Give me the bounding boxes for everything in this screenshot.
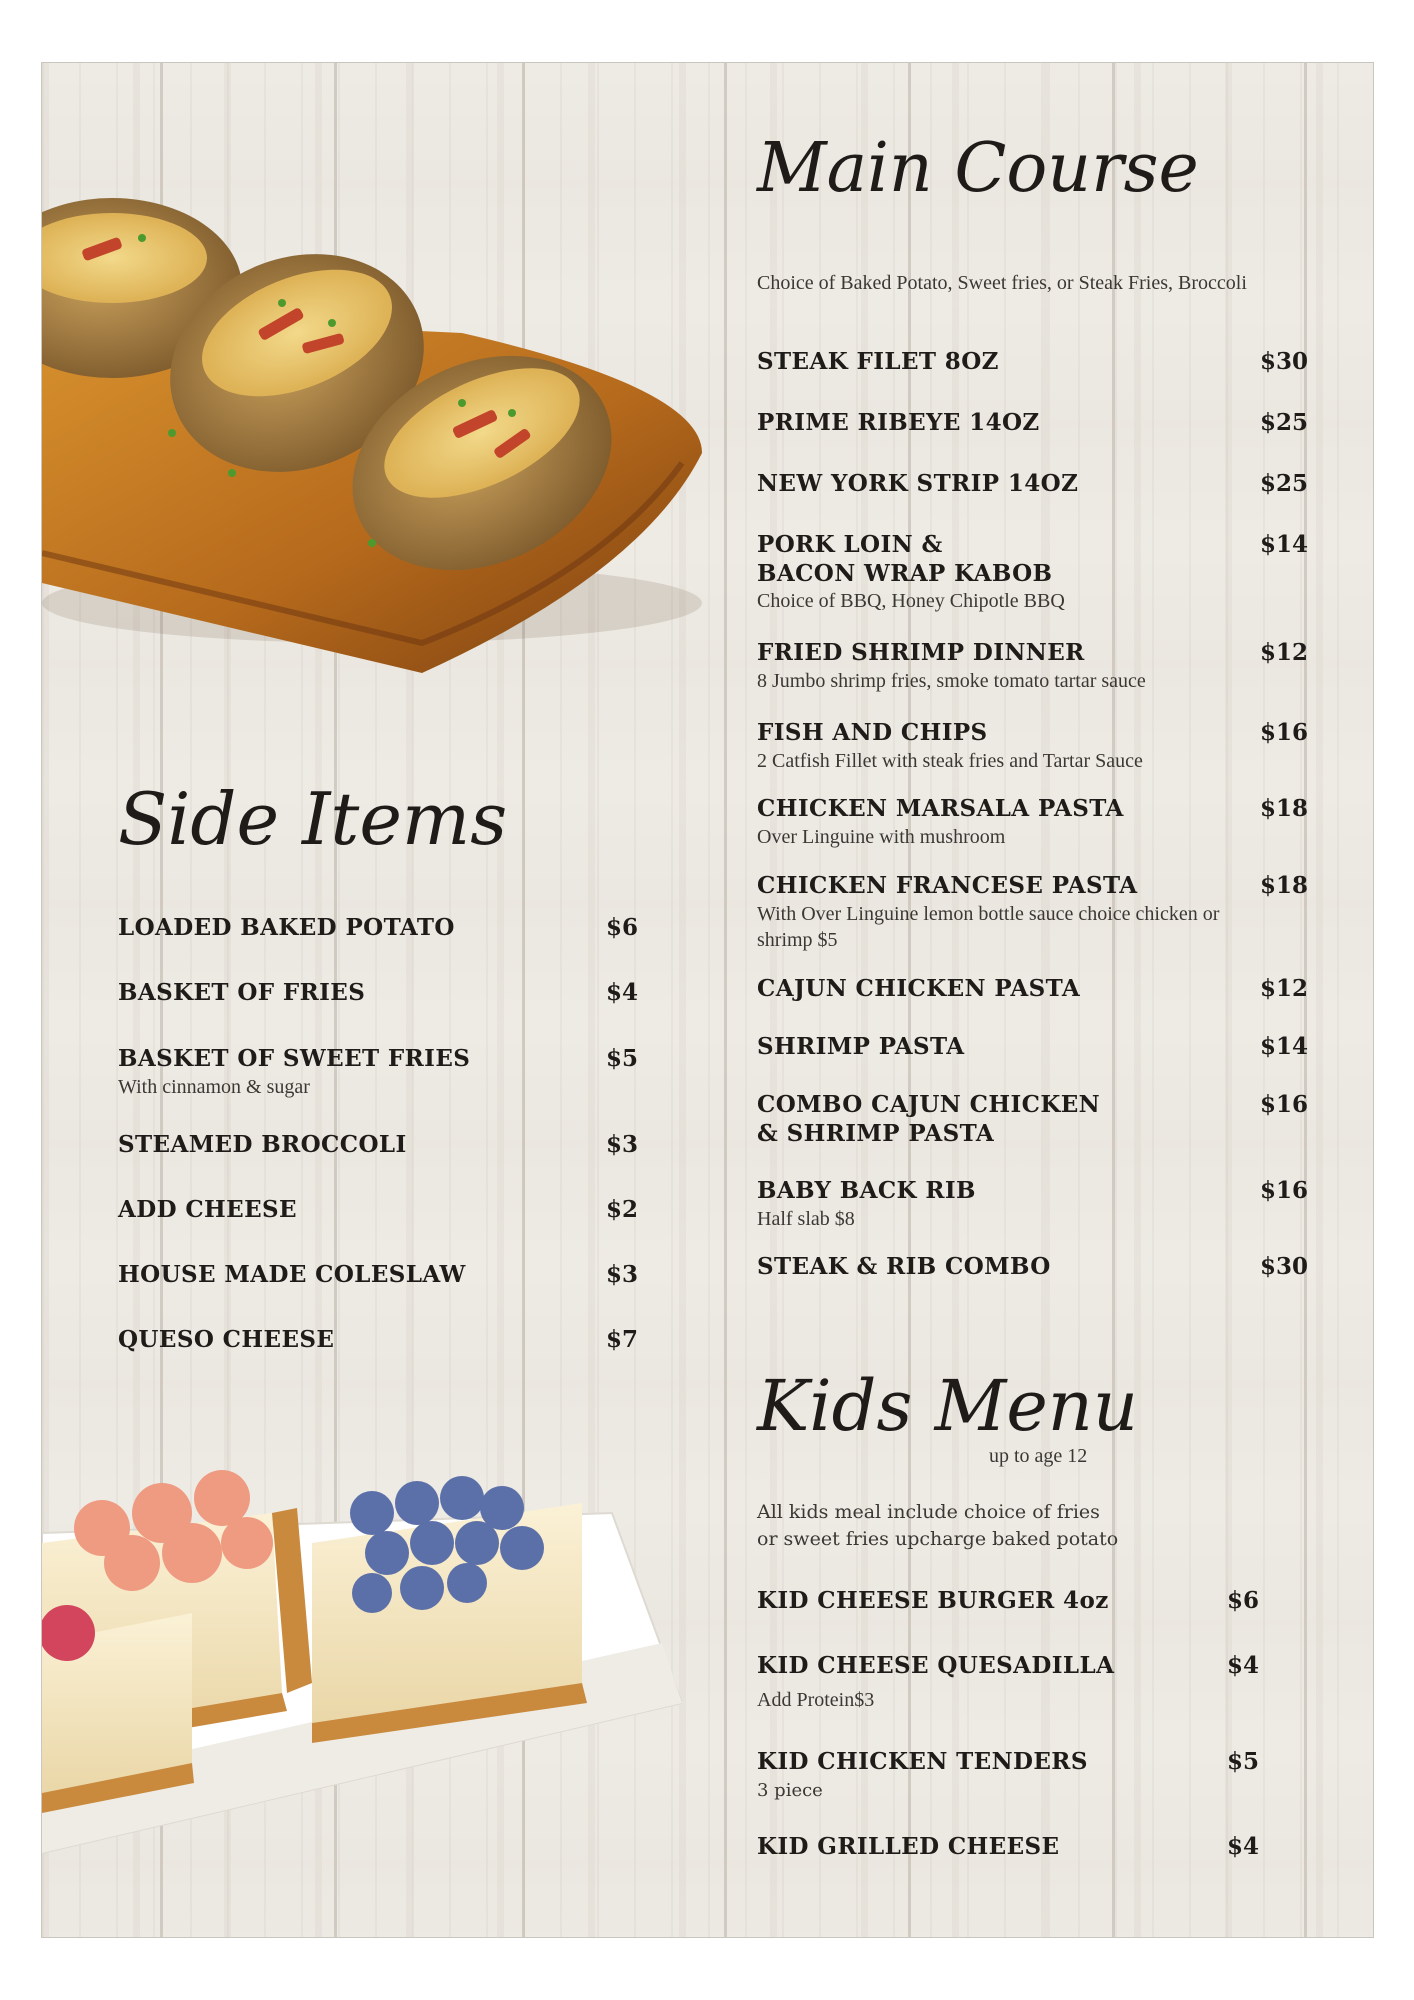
menu-item-price: $4 xyxy=(606,979,639,1006)
menu-item-price: $25 xyxy=(1260,470,1309,497)
main-course-intro: Choice of Baked Potato, Sweet fries, or Steak Fries, Broccoli xyxy=(757,272,1247,294)
menu-item-description: 8 Jumbo shrimp fries, smoke tomato tartar sauce xyxy=(757,670,1146,692)
menu-item-price: $5 xyxy=(1227,1748,1260,1775)
plank-seam xyxy=(724,63,727,1937)
menu-item-price: $7 xyxy=(606,1326,639,1353)
menu-item-price: $3 xyxy=(606,1131,639,1158)
menu-item-price: $12 xyxy=(1260,975,1309,1002)
menu-item-price: $12 xyxy=(1260,639,1309,666)
cheesecake-image xyxy=(42,1393,682,1893)
menu-item-description: Add Protein$3 xyxy=(757,1689,875,1711)
menu-item-name: COMBO CAJUN CHICKEN xyxy=(757,1091,1101,1118)
menu-sheet xyxy=(41,62,1374,1938)
menu-item-price: $25 xyxy=(1260,409,1309,436)
menu-item-price: $5 xyxy=(606,1045,639,1072)
baked-potato-image xyxy=(42,133,714,693)
main-course-title: Main Course xyxy=(757,129,1199,208)
menu-item-price: $4 xyxy=(1227,1652,1260,1679)
menu-item-price: $14 xyxy=(1260,531,1309,558)
menu-item-price: $18 xyxy=(1260,872,1309,899)
menu-item-description: With Over Linguine lemon bottle sauce choice chicken or xyxy=(757,903,1220,925)
menu-item-name: PORK LOIN & xyxy=(757,531,943,558)
menu-item-name: BABY BACK RIB xyxy=(757,1177,976,1204)
kids-menu-intro: All kids meal include choice of fries xyxy=(757,1501,1100,1523)
menu-item-description: 2 Catfish Fillet with steak fries and Tartar Sauce xyxy=(757,750,1143,772)
menu-item-name: CAJUN CHICKEN PASTA xyxy=(757,975,1081,1002)
menu-item-name: CHICKEN FRANCESE PASTA xyxy=(757,872,1138,899)
menu-item-name: KID CHEESE BURGER 4oz xyxy=(757,1587,1109,1614)
menu-item-name-line2: BACON WRAP KABOB xyxy=(757,560,1053,587)
kids-menu-subtitle: up to age 12 xyxy=(989,1445,1088,1467)
menu-item-price: $4 xyxy=(1227,1833,1260,1860)
menu-item-name: STEAK FILET 8OZ xyxy=(757,348,999,375)
menu-item-name: KID CHEESE QUESADILLA xyxy=(757,1652,1115,1679)
menu-item-description: Over Linguine with mushroom xyxy=(757,826,1006,848)
menu-item-name: CHICKEN MARSALA PASTA xyxy=(757,795,1124,822)
menu-item-name: QUESO CHEESE xyxy=(118,1326,335,1353)
menu-item-price: $2 xyxy=(606,1196,639,1223)
menu-item-price: $6 xyxy=(606,914,639,941)
menu-item-price: $6 xyxy=(1227,1587,1260,1614)
menu-item-price: $16 xyxy=(1260,719,1309,746)
menu-item-price: $16 xyxy=(1260,1177,1309,1204)
menu-item-description-line2: shrimp $5 xyxy=(757,929,838,951)
menu-item-name: BASKET OF SWEET FRIES xyxy=(118,1045,471,1072)
kids-menu-intro-line2: or sweet fries upcharge baked potato xyxy=(757,1528,1119,1550)
menu-item-name: SHRIMP PASTA xyxy=(757,1033,965,1060)
menu-item-name: LOADED BAKED POTATO xyxy=(118,914,455,941)
menu-item-name: KID GRILLED CHEESE xyxy=(757,1833,1060,1860)
menu-item-price: $16 xyxy=(1260,1091,1309,1118)
menu-item-price: $30 xyxy=(1260,348,1309,375)
menu-item-name: NEW YORK STRIP 14OZ xyxy=(757,470,1079,497)
side-items-title: Side Items xyxy=(118,777,508,861)
menu-item-name: KID CHICKEN TENDERS xyxy=(757,1748,1088,1775)
kids-menu-title: Kids Menu xyxy=(757,1365,1138,1447)
menu-item-name: FRIED SHRIMP DINNER xyxy=(757,639,1085,666)
menu-item-name: STEAMED BROCCOLI xyxy=(118,1131,407,1158)
menu-item-name: BASKET OF FRIES xyxy=(118,979,366,1006)
menu-item-name: FISH AND CHIPS xyxy=(757,719,988,746)
menu-item-price: $18 xyxy=(1260,795,1309,822)
menu-item-description: 3 piece xyxy=(757,1780,823,1801)
menu-item-name: ADD CHEESE xyxy=(118,1196,297,1223)
menu-item-name: PRIME RIBEYE 14OZ xyxy=(757,409,1040,436)
menu-item-description: Choice of BBQ, Honey Chipotle BBQ xyxy=(757,590,1065,612)
menu-item-name: STEAK & RIB COMBO xyxy=(757,1253,1051,1280)
menu-item-name: HOUSE MADE COLESLAW xyxy=(118,1261,466,1288)
menu-item-price: $3 xyxy=(606,1261,639,1288)
menu-item-name-line2: & SHRIMP PASTA xyxy=(757,1120,995,1147)
menu-item-description: Half slab $8 xyxy=(757,1208,855,1230)
menu-item-description: With cinnamon & sugar xyxy=(118,1076,310,1098)
menu-item-price: $14 xyxy=(1260,1033,1309,1060)
menu-item-price: $30 xyxy=(1260,1253,1309,1280)
